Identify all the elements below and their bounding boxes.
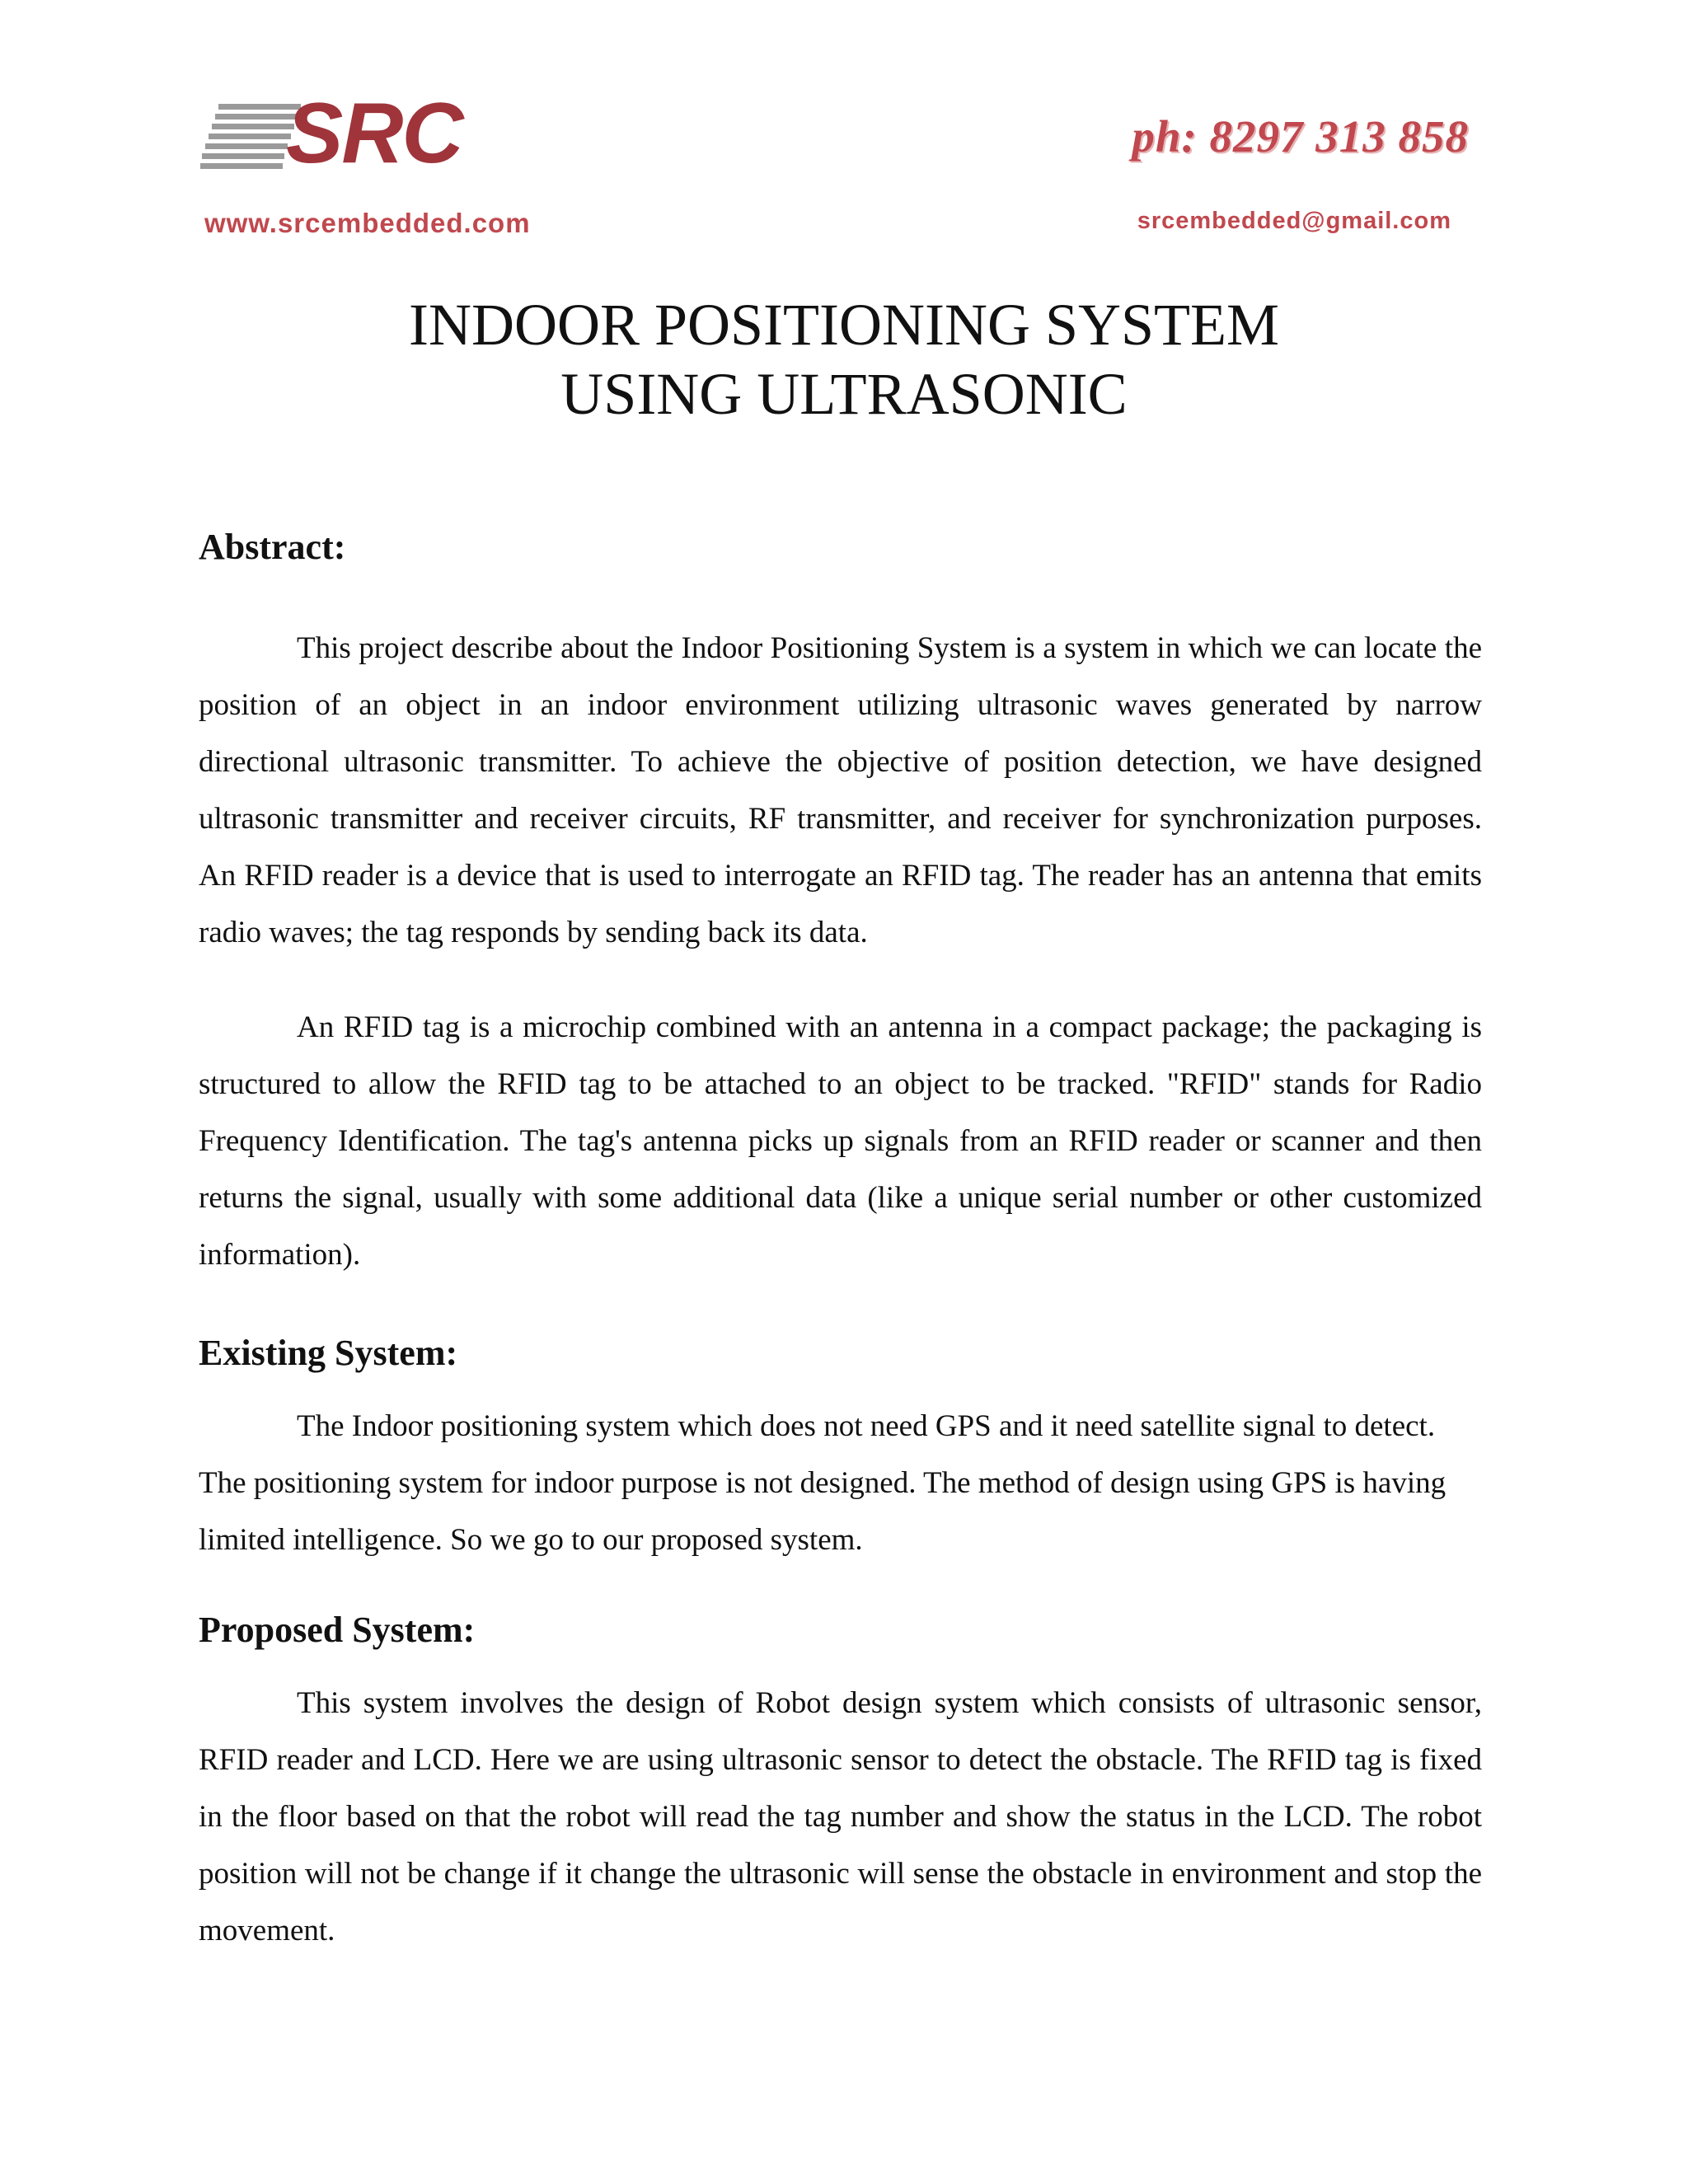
logo-text: SRC (286, 86, 462, 181)
proposed-system-section (199, 1605, 1482, 1655)
document-title (0, 290, 1688, 429)
title-line-1: INDOOR POSITIONING SYSTEM (408, 292, 1280, 358)
existing-system-heading: Existing System: (199, 1333, 458, 1373)
proposed-system-paragraph: This system involves the design of Robot design system which consists of ultrasonic sensor, RFID reader and LCD. Here we are using ultrasonic sensor to detect the obstacle. The RFID tag is fixed in the floor based on that the robot will read the tag number and show the status in the LCD. The robot position will not be change if it change the ultrasonic will sense the obstacle in environment and stop the movement. (199, 1686, 1482, 1947)
title-line-2: USING ULTRASONIC (560, 361, 1128, 427)
abstract-paragraph-2: An RFID tag is a microchip combined with an antenna in a compact package; the packaging is structured to allow the RFID tag to be attached to an object to be tracked. "RFID" stands for Radio Frequency Identification. The tag's antenna picks up signals from an RFID reader or scanner and then returns the signal, usually with some additional data (like a unique serial number or other customized information). (199, 1010, 1482, 1272)
abstract-heading: Abstract: (199, 527, 346, 567)
src-logo (200, 86, 462, 181)
phone-number: ph: 8297 313 858 (1132, 111, 1469, 162)
existing-system-paragraph: The Indoor positioning system which does not need GPS and it need satellite signal to detect. The positioning system for indoor purpose is not designed. The method of design using GPS is having limited intelligence. So we go to our proposed system. (199, 1409, 1447, 1557)
existing-system-paragraph-block (199, 1398, 1482, 1568)
proposed-system-paragraph-block (199, 1675, 1482, 1959)
abstract-paragraph-2-block (199, 999, 1482, 1283)
email-link[interactable]: srcembedded@gmail.com (1137, 208, 1451, 234)
abstract-paragraph-1: This project describe about the Indoor Positioning System is a system in which we can locate the position of an object in an indoor environment utilizing ultrasonic waves generated by narrow directional ultrasonic transmitter. To achieve the objective of position detection, we have designed ultrasonic transmitter and receiver circuits, RF transmitter, and receiver for synchronization purposes. An RFID reader is a device that is used to interrogate an RFID tag. The reader has an antenna that emits radio waves; the tag responds by sending back its data. (199, 631, 1482, 949)
abstract-section (199, 523, 1482, 572)
abstract-paragraph-1-block (199, 620, 1482, 961)
proposed-system-heading: Proposed System: (199, 1610, 476, 1650)
existing-system-section (199, 1329, 1482, 1378)
website-link[interactable]: www.srcembedded.com (204, 208, 531, 238)
